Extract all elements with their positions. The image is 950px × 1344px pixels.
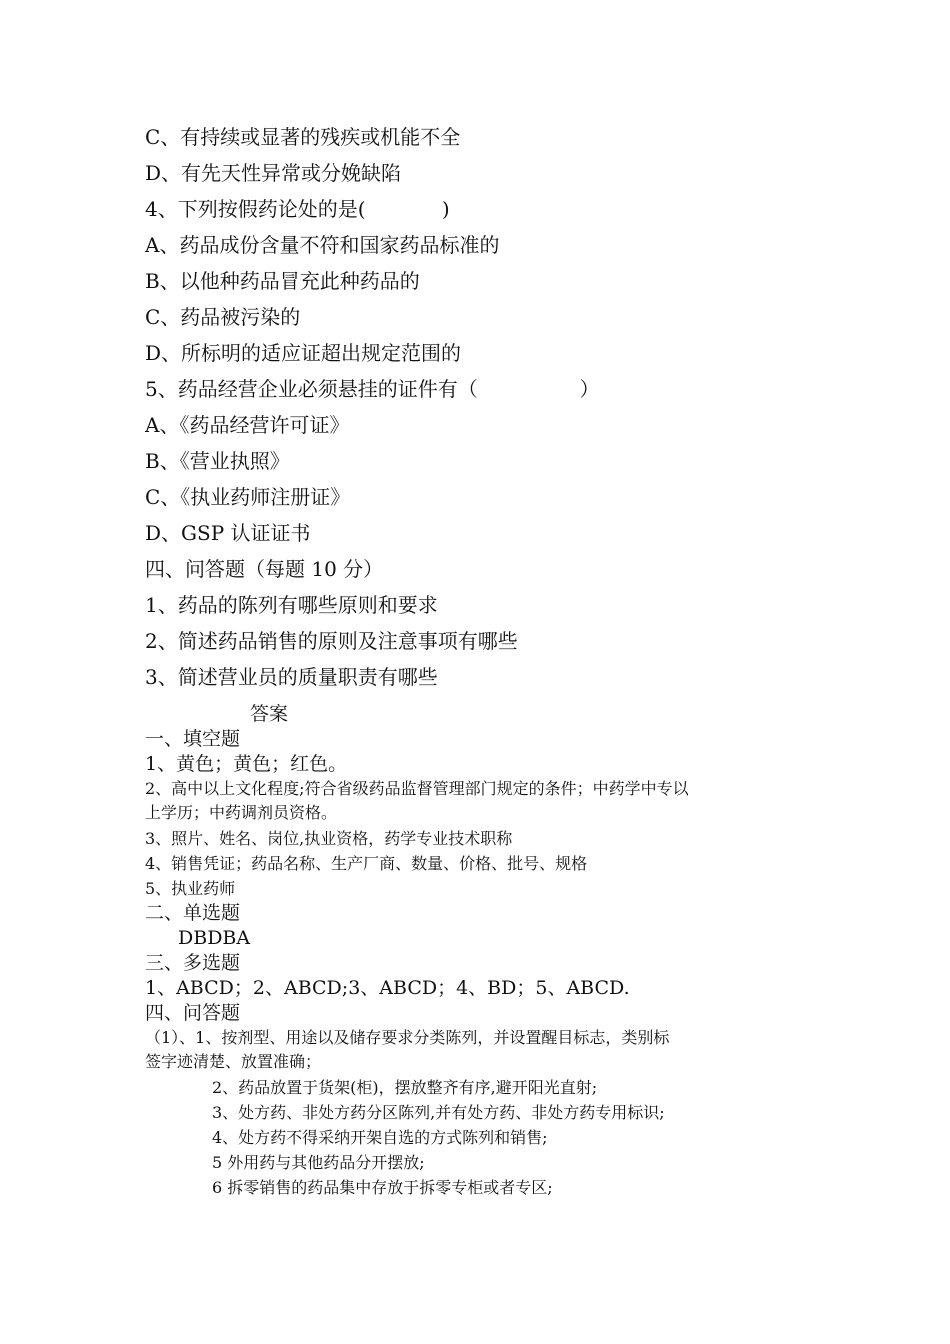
q3-option-c: C、有持续或显著的残疾或机能不全 [145,125,461,149]
q4-option-b: B、以他种药品冒充此种药品的 [145,269,420,293]
answers-s4-1-point6: 6 拆零销售的药品集中存放于拆零专柜或者专区; [212,1178,553,1197]
answers-s1-a5: 5、执业药师 [145,879,236,898]
q5-option-b: B、《营业执照》 [145,449,290,473]
answers-s4-1-line2: 签字迹清楚、放置准确； [145,1052,322,1071]
q4-option-c: C、药品被污染的 [145,305,301,329]
essay-question-1: 1、药品的陈列有哪些原则和要求 [145,593,438,617]
answers-s1-a1: 1、黄色；黄色；红色。 [145,753,348,775]
answers-s4-1-line1: （1）、1、按剂型、用途以及储存要求分类陈列，并设置醒目标志，类别标 [145,1028,670,1047]
q4-option-a: A、药品成份含量不符和国家药品标准的 [145,233,500,257]
answers-s3-title: 三、多选题 [145,952,241,974]
answers-s4-1-point3: 3、处方药、非处方药分区陈列,并有处方药、非处方药专用标识; [212,1103,665,1122]
q5-option-d: D、GSP 认证证书 [145,521,311,545]
section-4-title: 四、问答题（每题 10 分） [145,557,384,581]
answers-s1-a3: 3、照片、姓名、岗位,执业资格，药学专业技术职称 [145,829,513,848]
answers-s4-1-point5: 5 外用药与其他药品分开摆放; [212,1153,425,1172]
answers-s1-a2-line2: 上学历；中药调剂员资格。 [145,803,338,822]
q5-option-c: C、《执业药师注册证》 [145,485,351,509]
answers-s1-a2-line1: 2、高中以上文化程度;符合省级药品监督管理部门规定的条件；中药学中专以 [145,779,689,798]
q5-option-a: A、《药品经营许可证》 [145,413,350,437]
q4-option-d: D、所标明的适应证超出规定范围的 [145,341,462,365]
q3-option-d: D、有先天性异常或分娩缺陷 [145,161,402,185]
answers-s2-title: 二、单选题 [145,902,241,924]
answers-s1-title: 一、填空题 [145,728,241,750]
answers-s1-a4: 4、销售凭证；药品名称、生产厂商、数量、价格、批号、规格 [145,854,588,873]
answers-s4-1-point2: 2、药品放置于货架(柜)，摆放整齐有序,避开阳光直射; [212,1078,598,1097]
answers-s4-1-point4: 4、处方药不得采纳开架自选的方式陈列和销售; [212,1128,548,1147]
q4-stem: 4、下列按假药论处的是( ) [145,197,450,221]
essay-question-3: 3、简述营业员的质量职责有哪些 [145,665,438,689]
answers-title: 答案 [250,703,289,725]
answers-s2-answer: DBDBA [178,927,251,949]
essay-question-2: 2、简述药品销售的原则及注意事项有哪些 [145,629,518,653]
q5-stem: 5、药品经营企业必须悬挂的证件有（ ） [145,377,600,401]
answers-s3-answer: 1、ABCD；2、ABCD;3、ABCD；4、BD；5、ABCD. [145,977,630,999]
answers-s4-title: 四、问答题 [145,1002,241,1024]
